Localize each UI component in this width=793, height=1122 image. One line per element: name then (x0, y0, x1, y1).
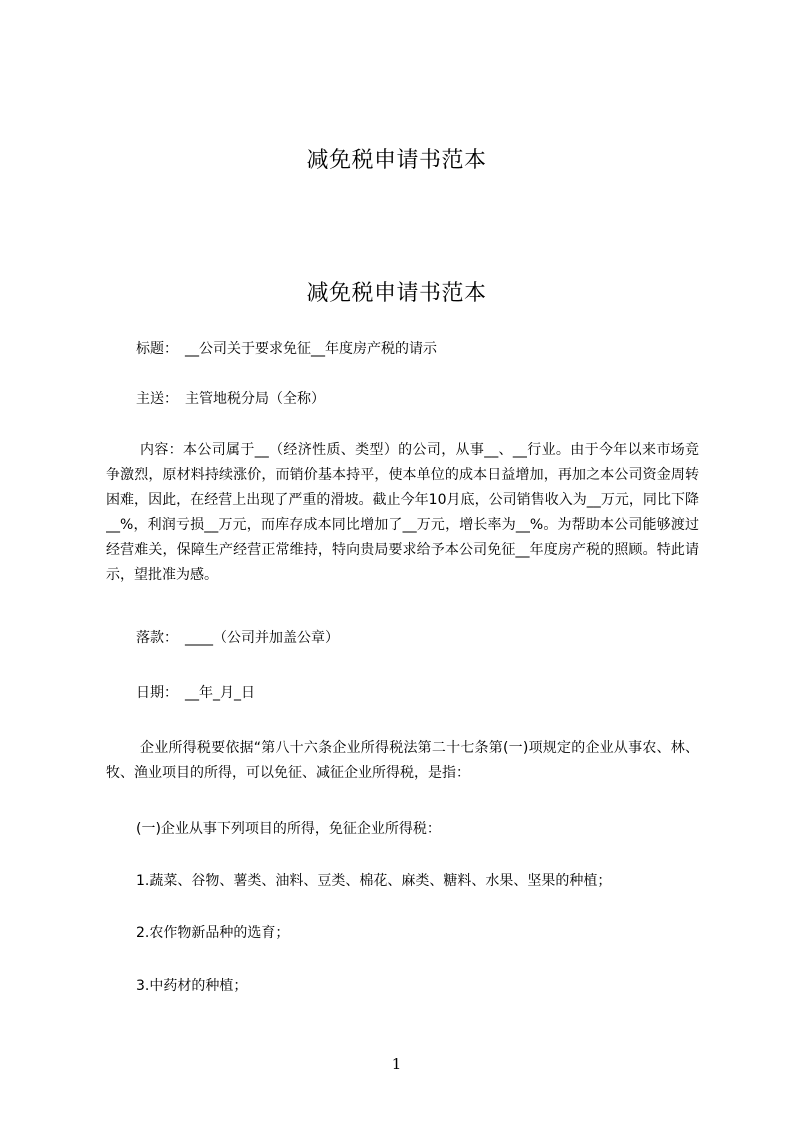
document-header-title: 减免税申请书范本 (306, 148, 487, 173)
document-page: 减免税申请书范本 减免税申请书范本 标题： __公司关于要求免征__年度房产税的请示 主送： 主管地税分局（全称） 内容：本公司属于__（经济性质、类型）的公司，从事__、__行业。由于今年以来市场竞争激烈，原材料持续涨价，而销价基本持平，使本单位的成本日益增加，再加之本公司资金周转困难，因此，在经营上出现了严重的滑坡。截止今年10月底，公司销售收入为__万元，同比下降__%，利润亏损__万元，而库存成本同比增加了__万元，增长率为__%。为帮助本公司能够渡过经营难关，保障生产经营正常维持，特向贵局要求给予本公司免征__年度房产税的照顾。特此请示，望批准为感。 落款： ____（公司并加盖公章） 日期： __年_月_日 企业所得税要依据“第八十六条企业所得税法第二十七条第(一)项规定的企业从事农、林、牧、渔业项目的所得，可以免征、减征企业所得税，是指： (一)企业从事下列项目的所得，免征企业所得税： 1.蔬菜、谷物、薯类、油料、豆类、棉花、麻类、糖料、水果、坚果的种植； 2.农作物新品种的选育； 3.中药材的种植； 1 (0, 0, 793, 1122)
signature-text: ____（公司并加盖公章） (185, 630, 339, 646)
recipient-label: 主送： (136, 391, 178, 407)
document-title: 减免税申请书范本 (306, 281, 487, 306)
date-text: __年_月_日 (185, 685, 255, 701)
subject-text: __公司关于要求免征__年度房产税的请示 (185, 341, 437, 357)
content-paragraph (106, 438, 699, 598)
content-label: 内容： (140, 442, 184, 458)
page-number: 1 (391, 1055, 402, 1073)
recipient-text: 主管地税分局（全称） (185, 391, 325, 407)
date-label: 日期： (136, 685, 178, 701)
subject-label: 标题： (136, 341, 178, 357)
signature-label: 落款： (136, 630, 178, 646)
content-text: 本公司属于__（经济性质、类型）的公司，从事__、__行业。由于今年以来市场竞争激烈，原材料持续涨价，而销价基本持平，使本单位的成本日益增加，再加之本公司资金周转困难，因此，在经营上出现了严重的滑坡。截止今年10月底，公司销售收入为__万元，同比下降__%，利润亏损__万元，而库存成本同比增加了__万元，增长率为__%。为帮助本公司能够渡过经营难关，保障生产经营正常维持，特向贵局要求给予本公司免征__年度房产税的照顾。特此请示，望批准为感。 (106, 442, 699, 583)
tax-basis-paragraph: 企业所得税要依据“第八十六条企业所得税法第二十七条第(一)项规定的企业从事农、林、牧、渔业项目的所得，可以免征、减征企业所得税，是指： (106, 740, 699, 781)
